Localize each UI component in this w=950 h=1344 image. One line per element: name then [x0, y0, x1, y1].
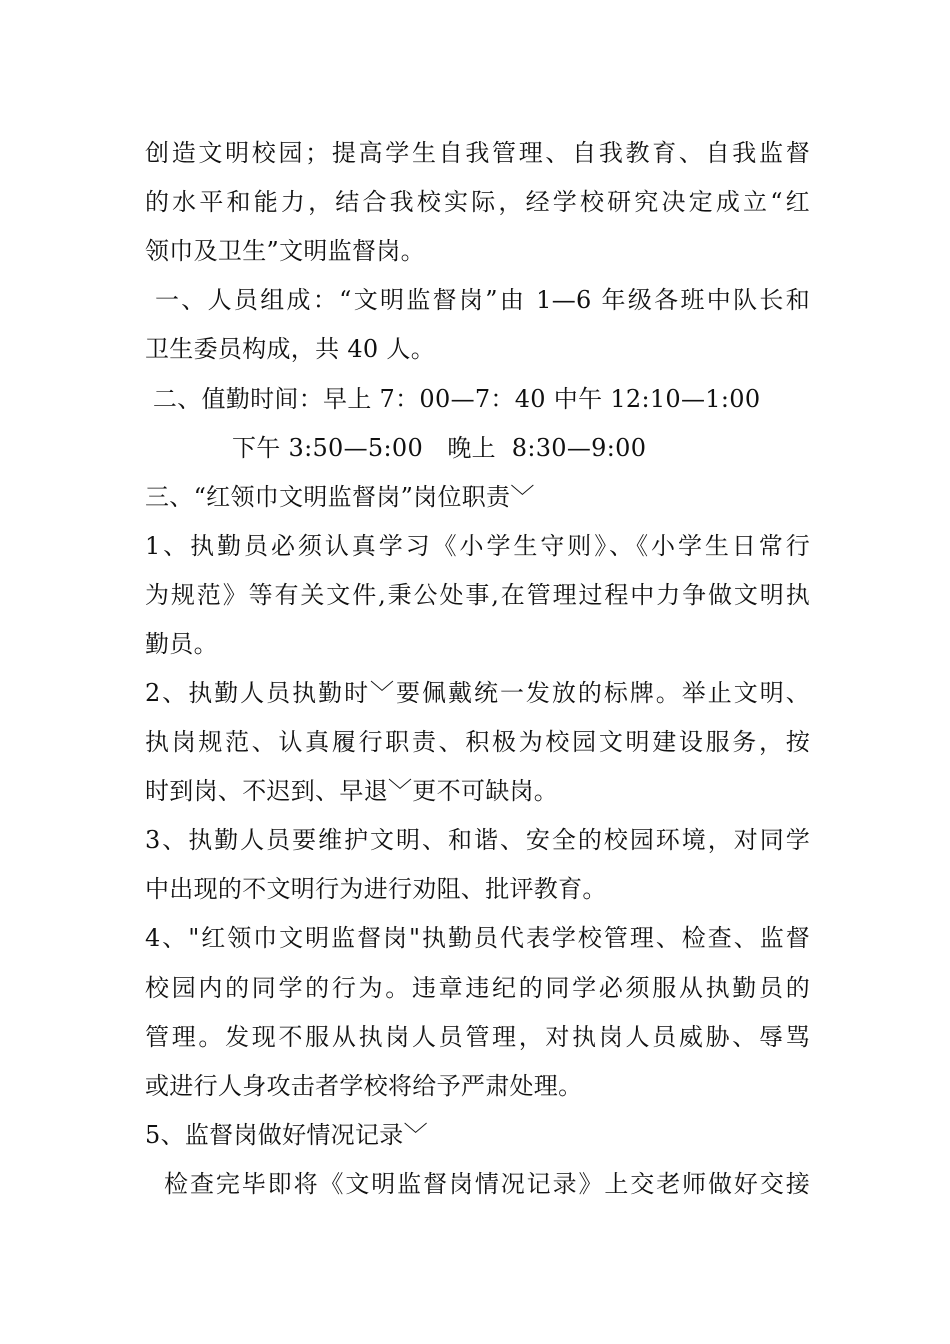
list-item-3: 3、执勤人员要维护文明、和谐、安全的校园环境，对同学: [145, 826, 810, 854]
paragraph-line: 管理。发现不服从执岗人员管理，对执岗人员威胁、辱骂: [145, 1023, 810, 1051]
section-heading-duty-time: 二、值勤时间：早上 7：00—7：40 中午 12:10—1:00: [145, 385, 761, 413]
paragraph-line: 领巾及卫生”文明监督岗。: [145, 237, 425, 265]
paragraph-line: 校园内的同学的行为。违章违纪的同学必须服从执勤员的: [145, 974, 810, 1002]
section-heading-duties: 三、“红领巾文明监督岗”岗位职责﹀: [145, 483, 535, 511]
paragraph-line: 检查完毕即将《文明监督岗情况记录》上交老师做好交接: [145, 1170, 810, 1198]
duty-time-line: 下午 3:50—5:00 晚上 8:30—9:00: [232, 434, 647, 462]
list-item-5: 5、监督岗做好情况记录﹀: [145, 1121, 428, 1149]
list-item-1: 1、执勤员必须认真学习《小学生守则》、《小学生日常行: [145, 532, 810, 560]
paragraph-line: 时到岗、不迟到、早退﹀更不可缺岗。: [145, 777, 559, 805]
paragraph-line: 勤员。: [145, 630, 218, 658]
paragraph-line: 中出现的不文明行为进行劝阻、批评教育。: [145, 875, 607, 903]
paragraph-line: 或进行人身攻击者学校将给予严肃处理。: [145, 1072, 583, 1100]
paragraph-line: 的水平和能力，结合我校实际，经学校研究决定成立“红: [145, 188, 810, 216]
list-item-4: 4、"红领巾文明监督岗"执勤员代表学校管理、检查、监督: [145, 924, 810, 952]
section-heading-personnel: 一、人员组成：“文明监督岗”由 1—6 年级各班中队长和: [145, 286, 810, 314]
paragraph-line: 执岗规范、认真履行职责、积极为校园文明建设服务，按: [145, 728, 810, 756]
paragraph-line: 创造文明校园；提高学生自我管理、自我教育、自我监督: [145, 139, 810, 167]
paragraph-line: 为规范》等有关文件,秉公处事,在管理过程中力争做文明执: [145, 581, 810, 609]
paragraph-line: 卫生委员构成，共 40 人。: [145, 335, 435, 363]
list-item-2: 2、执勤人员执勤时﹀要佩戴统一发放的标牌。举止文明、: [145, 679, 810, 707]
